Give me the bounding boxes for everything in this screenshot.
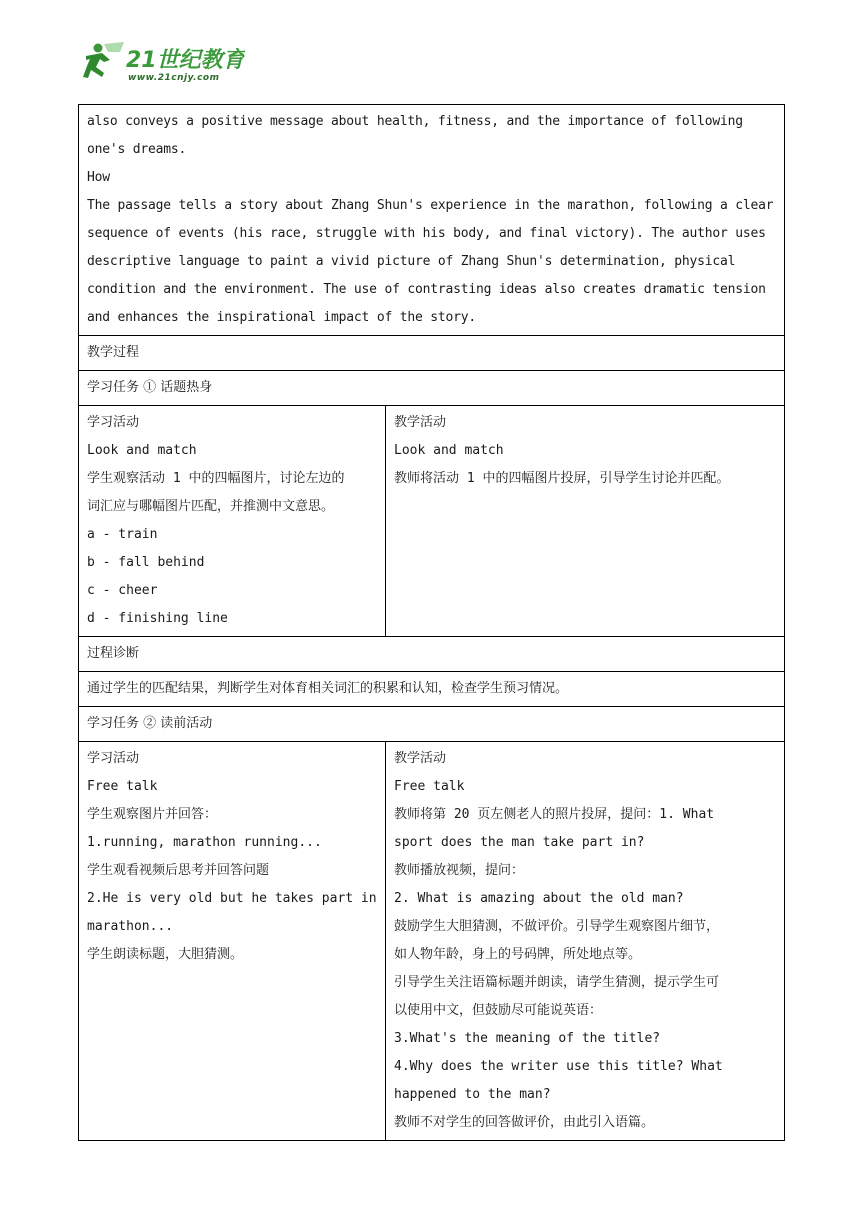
task1-heading-row <box>79 371 785 406</box>
activity-line: 3.What's the meaning of the title? <box>394 1031 661 1046</box>
activity-line: c - cheer <box>87 583 158 598</box>
activity-line: 教师将第 20 页左侧老人的照片投屏，提问：1. What <box>394 807 715 822</box>
activity-line: 引导学生关注语篇标题并朗读，请学生猜测，提示学生可 <box>394 975 720 990</box>
activity-line: 教学活动 <box>394 415 447 430</box>
activity-line: happened to the man? <box>394 1087 551 1102</box>
intro-cell <box>79 105 785 336</box>
diagnosis-text: 通过学生的匹配结果，判断学生对体育相关词汇的积累和认知，检查学生预习情况。 <box>79 672 785 707</box>
activity-line: 以使用中文，但鼓励尽可能说英语： <box>394 1003 603 1018</box>
task2-student-activity <box>79 742 386 1141</box>
activity-line: 教学活动 <box>394 751 447 766</box>
intro-line: How <box>87 170 110 185</box>
task1-activities-row <box>79 406 785 637</box>
intro-line: condition and the environment. The use of contrasting ideas also creates dramatic tension <box>87 282 766 297</box>
intro-line: and enhances the inspirational impact of the story. <box>87 310 476 325</box>
task1-heading: 学习任务 ① 话题热身 <box>79 371 785 406</box>
activity-line: 词汇应与哪幅图片匹配，并推测中文意思。 <box>87 499 335 514</box>
task1-teacher-activity <box>386 406 785 637</box>
activity-line: 如人物年龄，身上的号码牌，所处地点等。 <box>394 947 642 962</box>
activity-line: 学习活动 <box>87 751 140 766</box>
activity-line: 学生观看视频后思考并回答问题 <box>87 863 270 878</box>
task2-activities-row <box>79 742 785 1141</box>
activity-line: 学习活动 <box>87 415 140 430</box>
task2-heading-row <box>79 707 785 742</box>
activity-line: Look and match <box>394 443 504 458</box>
task1-student-activity <box>79 406 386 637</box>
activity-line: 教师播放视频，提问： <box>394 863 525 878</box>
brand-logo <box>80 40 245 84</box>
activity-line: b - fall behind <box>87 555 205 570</box>
activity-line: 1.running, marathon running... <box>87 835 322 850</box>
intro-line: The passage tells a story about Zhang Shun's experience in the marathon, following a clear <box>87 198 774 213</box>
activity-line: Free talk <box>87 779 158 794</box>
activity-line: 学生观察活动 1 中的四幅图片，讨论左边的 <box>87 471 345 486</box>
task2-teacher-activity <box>386 742 785 1141</box>
activity-line: d - finishing line <box>87 611 228 626</box>
activity-line: marathon... <box>87 919 174 934</box>
activity-line: Free talk <box>394 779 465 794</box>
activity-line: 4.Why does the writer use this title? What <box>394 1059 723 1074</box>
activity-line: a - train <box>87 527 158 542</box>
intro-line: one's dreams. <box>87 142 187 157</box>
activity-line: 2. What is amazing about the old man? <box>394 891 684 906</box>
diagnosis-heading-row <box>79 637 785 672</box>
logo-graphic <box>80 40 245 84</box>
task2-heading: 学习任务 ② 读前活动 <box>79 707 785 742</box>
diagnosis-heading: 过程诊断 <box>79 637 785 672</box>
diagnosis-text-row <box>79 672 785 707</box>
logo-brand-text: 21世纪教育 <box>126 48 245 73</box>
process-heading-row <box>79 336 785 371</box>
activity-line: 学生观察图片并回答： <box>87 807 218 822</box>
intro-line: sequence of events (his race, struggle with his body, and final victory). The author uses <box>87 226 766 241</box>
activity-line: sport does the man take part in? <box>394 835 645 850</box>
intro-row <box>79 105 785 336</box>
activity-line: 鼓励学生大胆猜测，不做评价。引导学生观察图片细节， <box>394 919 720 934</box>
activity-line: 教师将活动 1 中的四幅图片投屏，引导学生讨论并匹配。 <box>394 471 730 486</box>
intro-line: descriptive language to paint a vivid picture of Zhang Shun's determination, physical <box>87 254 736 269</box>
intro-line: also conveys a positive message about health, fitness, and the importance of following <box>87 114 743 129</box>
activity-line: 学生朗读标题，大胆猜测。 <box>87 947 244 962</box>
lesson-plan-table <box>78 104 785 1141</box>
activity-line: Look and match <box>87 443 197 458</box>
process-heading: 教学过程 <box>79 336 785 371</box>
logo-url-text: www.21cnjy.com <box>128 73 220 83</box>
activity-line: 2.He is very old but he takes part in <box>87 891 377 906</box>
activity-line: 教师不对学生的回答做评价，由此引入语篇。 <box>394 1115 655 1130</box>
